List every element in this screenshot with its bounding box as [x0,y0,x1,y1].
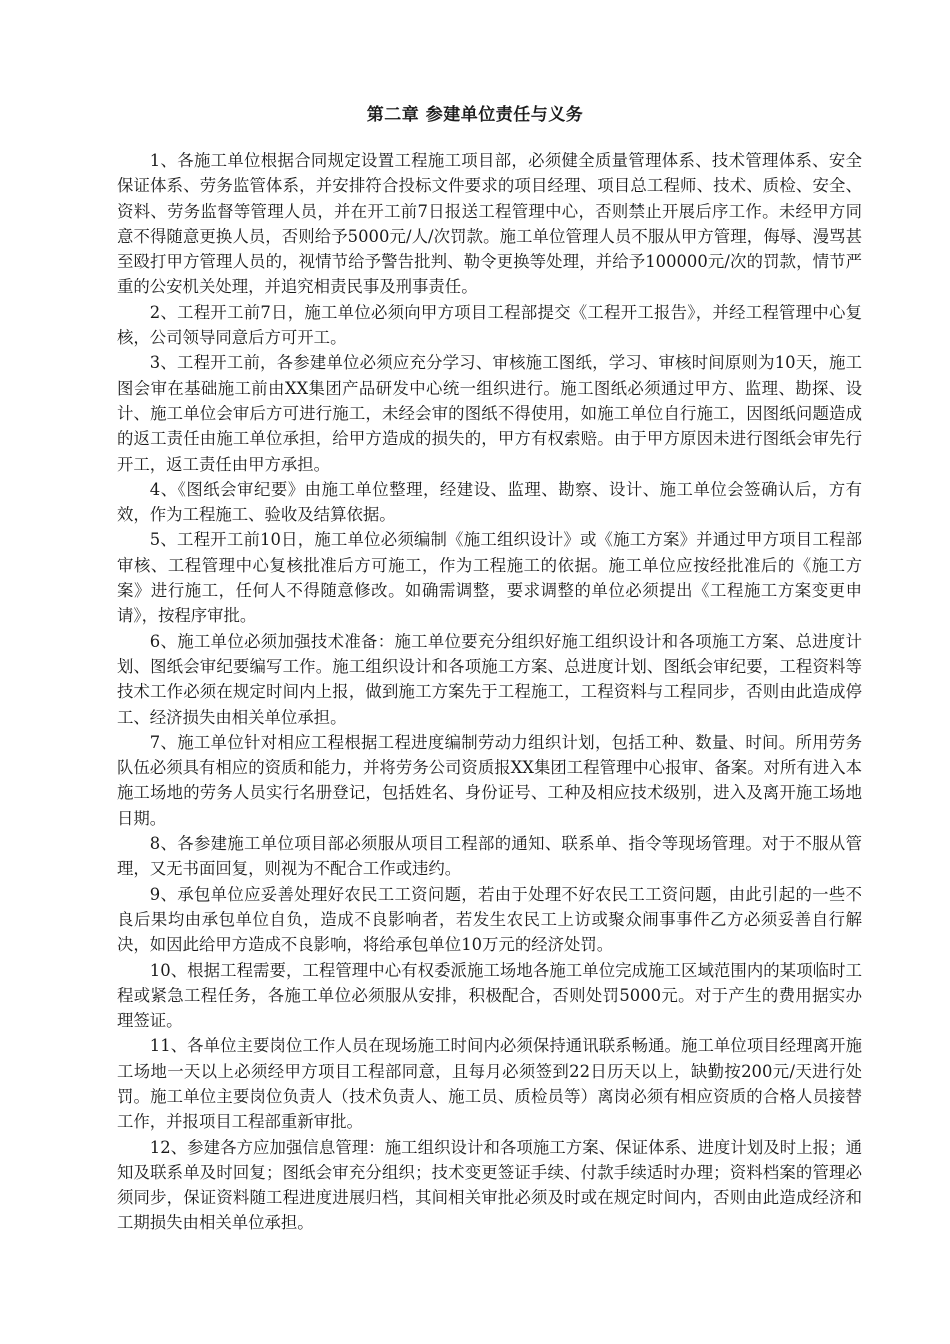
clause-paragraph-1: 1、各施工单位根据合同规定设置工程施工项目部，必须健全质量管理体系、技术管理体系、安全保证体系、劳务监管体系，并安排符合投标文件要求的项目经理、项目总工程师、技术、质检、安全、资料、劳务监督等管理人员，并在开工前7日报送工程管理中心，否则禁止开展后序工作。未经甲方同意不得随意更换人员，否则给予5000元/人/次罚款。施工单位管理人员不服从甲方管理，侮辱、漫骂甚至殴打甲方管理人员的，视情节给予警告批判、勒令更换等处理，并给予100000元/次的罚款，情节严重的公安机关处理，并追究相责民事及刑事责任。 [117,151,862,297]
clause-paragraph-7: 7、施工单位针对相应工程根据工程进度编制劳动力组织计划，包括工种、数量、时间。所用劳务队伍必须具有相应的资质和能力，并将劳务公司资质报XX集团工程管理中心报审、备案。对所有进入本施工场地的劳务人员实行名册登记，包括姓名、身份证号、工种及相应技术级别，进入及离开施工场地日期。 [117,732,862,828]
chapter-title: 第二章 参建单位责任与义务 [366,105,584,125]
clause-paragraph-8: 8、各参建施工单位项目部必须服从项目工程部的通知、联系单、指令等现场管理。对于不服从管理，又无书面回复，则视为不配合工作或违约。 [117,834,862,879]
clause-paragraph-11: 11、各单位主要岗位工作人员在现场施工时间内必须保持通讯联系畅通。施工单位项目经理离开施工场地一天以上必须经甲方项目工程部同意，且每月必须签到22日历天以上，缺勤按200元/天进行处罚。施工单位主要岗位负责人（技术负责人、施工员、质检员等）离岗必须有相应资质的合格人员接替工作，并报项目工程部重新审批。 [117,1036,862,1132]
clause-paragraph-5: 5、工程开工前10日，施工单位必须编制《施工组织设计》或《施工方案》并通过甲方项目工程部审核、工程管理中心复核批准后方可施工，作为工程施工的依据。施工单位应按经批准后的《施工方案》进行施工，任何人不得随意修改。如确需调整，要求调整的单位必须提出《工程施工方案变更申请》，按程序审批。 [117,530,862,626]
clause-paragraph-4: 4、《图纸会审纪要》由施工单位整理，经建设、监理、勘察、设计、施工单位会签确认后，方有效，作为工程施工、验收及结算依据。 [117,479,862,525]
clause-paragraph-2: 2、工程开工前7日，施工单位必须向甲方项目工程部提交《工程开工报告》，并经工程管理中心复核，公司领导同意后方可开工。 [117,302,862,348]
clause-paragraph-10: 10、根据工程需要，工程管理中心有权委派施工场地各施工单位完成施工区域范围内的某项临时工程或紧急工程任务，各施工单位必须服从安排，积极配合，否则处罚5000元。对于产生的费用据实办理签证。 [117,960,862,1031]
document-body [117,148,862,1236]
clause-paragraph-3: 3、工程开工前，各参建单位必须应充分学习、审核施工图纸，学习、审核时间原则为10天，施工图会审在基础施工前由XX集团产品研发中心统一组织进行。施工图纸必须通过甲方、监理、勘探、设计、施工单位会审后方可进行施工，未经会审的图纸不得使用，如施工单位自行施工，因图纸问题造成的返工责任由施工单位承担，给甲方造成的损失的，甲方有权索赔。由于甲方原因未进行图纸会审先行开工，返工责任由甲方承担。 [117,353,862,474]
clause-paragraph-9: 9、承包单位应妥善处理好农民工工资问题，若由于处理不好农民工工资问题，由此引起的一些不良后果均由承包单位自负，造成不良影响者，若发生农民工上访或聚众闹事事件乙方必须妥善自行解决，如因此给甲方造成不良影响，将给承包单位10万元的经济处罚。 [117,884,862,955]
clause-paragraph-12: 12、参建各方应加强信息管理：施工组织设计和各项施工方案、保证体系、进度计划及时上报；通知及联系单及时回复；图纸会审充分组织；技术变更签证手续、付款手续适时办理；资料档案的管理必须同步，保证资料随工程进度进展归档，其间相关审批必须及时或在规定时间内，否则由此造成经济和工期损失由相关单位承担。 [117,1137,862,1233]
clause-paragraph-6: 6、施工单位必须加强技术准备：施工单位要充分组织好施工组织设计和各项施工方案、总进度计划、图纸会审纪要编写工作。施工组织设计和各项施工方案、总进度计划、图纸会审纪要，工程资料等技术工作必须在规定时间内上报，做到施工方案先于工程施工，工程资料与工程同步，否则由此造成停工、经济损失由相关单位承担。 [117,631,862,727]
